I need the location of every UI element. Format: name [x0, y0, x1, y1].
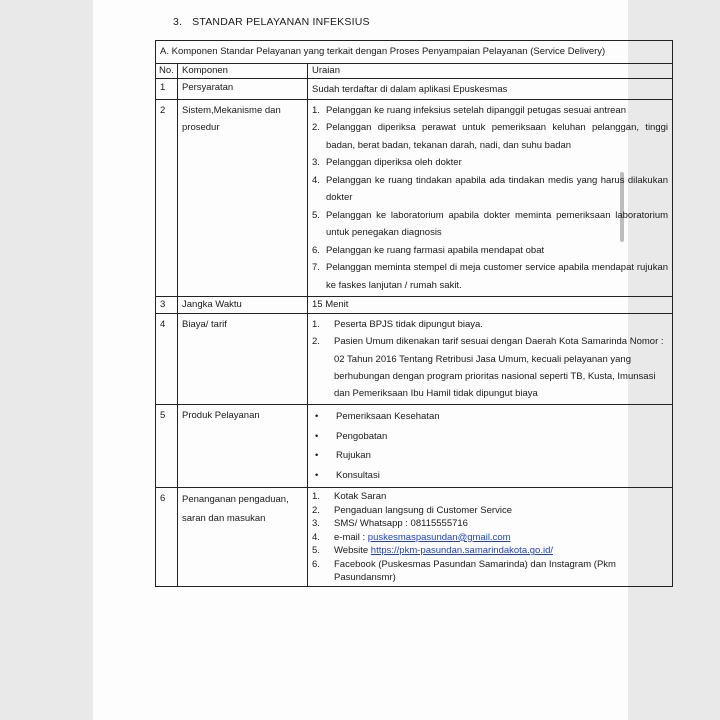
section-a-text: A. Komponen Standar Pelayanan yang terkait dengan Proses Penyampaian Pelayanan (Service Delivery)	[156, 41, 673, 64]
list-item: 6. Facebook (Puskesmas Pasundan Samarinda) dan Instagram (Pkm Pasundansmr)	[312, 558, 616, 583]
list-item: • Konsultasi	[312, 466, 668, 486]
row-komponen: Persyaratan	[178, 78, 308, 99]
row-komponen: Produk Pelayanan	[178, 405, 308, 488]
table-row	[156, 314, 673, 405]
list-item: 1. Peserta BPJS tidak dipungut biaya.	[312, 319, 483, 330]
list-item: 2. Pengaduan langsung di Customer Service	[312, 504, 512, 516]
header-uraian: Uraian	[308, 63, 673, 78]
row-komponen: Jangka Waktu	[178, 297, 308, 314]
row-komponen: Penanganan pengaduan, saran dan masukan	[178, 488, 308, 587]
list-item: 3. Pelanggan diperiksa oleh dokter	[312, 157, 462, 168]
list-item: 6. Pelanggan ke ruang farmasi apabila mendapat obat	[312, 244, 545, 256]
section-a-row	[156, 41, 673, 64]
row-no: 1	[156, 78, 178, 99]
section-number: 3.	[173, 16, 183, 28]
row-no: 2	[156, 99, 178, 297]
list-item: 3. SMS/ Whatsapp : 08115555716	[312, 518, 468, 530]
website-link[interactable]: https://pkm-pasundan.samarindakota.go.id/	[370, 545, 553, 557]
row-uraian: Sudah terdaftar di dalam aplikasi Epuskesmas	[308, 78, 673, 99]
list-item: • Pengobatan	[312, 427, 668, 447]
row-komponen: Sistem,Mekanisme dan prosedur	[178, 99, 308, 297]
list-item: 4. e-mail : puskesmaspasundan@gmail.com	[312, 531, 511, 543]
list-item: 1. Kotak Saran	[312, 491, 387, 503]
list-item: 7. Pelanggan meminta stempel di meja customer service apabila mendapat rujukan ke faskes lanjutan / rumah sakit.	[312, 262, 669, 291]
list-item: • Pemeriksaan Kesehatan	[312, 407, 668, 427]
row-uraian	[308, 405, 673, 488]
table-row	[156, 78, 673, 99]
row-no: 6	[156, 488, 178, 587]
row-no: 5	[156, 405, 178, 488]
row-uraian	[308, 488, 673, 587]
table-row	[156, 405, 673, 488]
row-komponen: Biaya/ tarif	[178, 314, 308, 405]
list-item: 5. Website https://pkm-pasundan.samarindakota.go.id/	[312, 545, 553, 557]
list-item: 1. Pelanggan ke ruang infeksius setelah dipanggil petugas sesuai antrean	[312, 104, 626, 116]
row-no: 4	[156, 314, 178, 405]
list-item: 2. Pelanggan diperiksa perawat untuk pemeriksaan keluhan pelanggan, tinggi badan, berat badan, tekanan darah, nadi, dan suhu badan	[312, 122, 669, 151]
header-komponen: Komponen	[178, 63, 308, 78]
row-uraian	[308, 99, 673, 297]
table-row	[156, 488, 673, 587]
list-item: • Rujukan	[312, 446, 668, 466]
email-link[interactable]: puskesmaspasundan@gmail.com	[367, 531, 511, 543]
header-no: No.	[156, 63, 178, 78]
list-item: 5. Pelanggan ke laboratorium apabila dokter meminta pemeriksaan laboratorium untuk penegakan diagnosis	[312, 209, 669, 238]
list-item: 2. Pasien Umum dikenakan tarif sesuai dengan Daerah Kota Samarinda Nomor : 02 Tahun 2016 Tentang Retribusi Jasa Umum, kecuali pelayanan yang berhubungan dengan program prioritas nasional seperti TB, Kusta, Imunsasi dan Pemeriksaan Ibu Hamil tidak dipungut biaya	[312, 336, 664, 400]
table-row	[156, 297, 673, 314]
standar-pelayanan-table	[155, 40, 673, 587]
list-item: 4. Pelanggan ke ruang tindakan apabila ada tindakan medis yang harus dilakukan dokter	[312, 174, 669, 203]
row-uraian: 15 Menit	[308, 297, 673, 314]
section-title: STANDAR PELAYANAN INFEKSIUS	[192, 16, 370, 28]
table-row	[156, 99, 673, 297]
row-uraian	[308, 314, 673, 405]
table-header-row	[156, 63, 673, 78]
row-no: 3	[156, 297, 178, 314]
section-heading	[173, 16, 370, 28]
